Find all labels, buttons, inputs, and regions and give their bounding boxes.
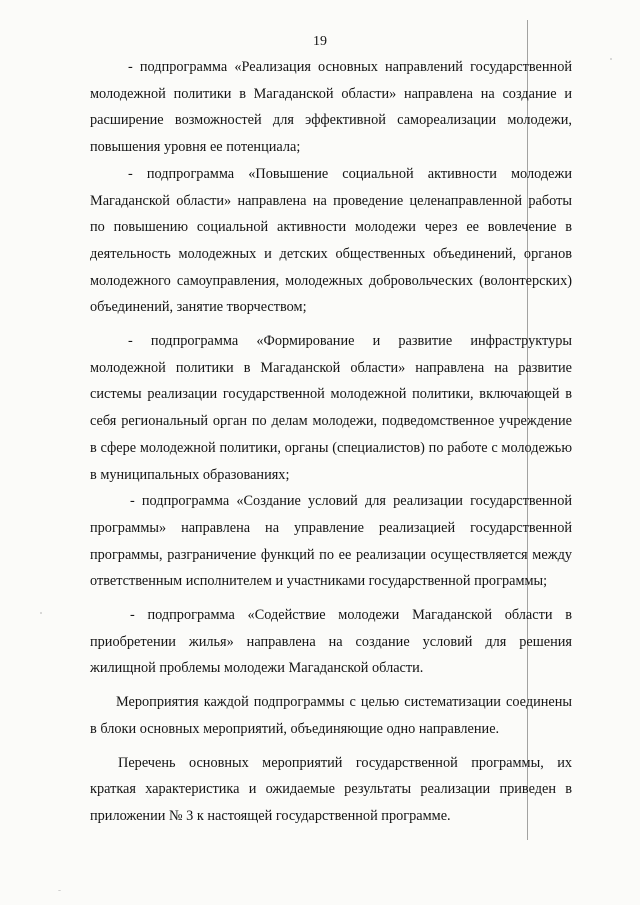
paragraph-subprogram-4: - подпрограмма «Создание условий для реализации государственной программы» направлена на управление реализацией государственной программы, разграничение функций по ее реализации осуществляется между ответственным исполнителем и участниками государственной программы; [90,493,572,590]
paragraph-subprogram-2: - подпрограмма «Повышение социальной активности молодежи Магаданской области» направлена на проведение целенаправленной работы по повышению социальной активности молодежи через ее вовлечение в деятельность молодежных и детских общественных объединений, органов молодежного самоуправления, молодежных добровольческих (волонтерских) объединений, занятие творчеством; [90,165,572,316]
paragraph-subprogram-1: - подпрограмма «Реализация основных направлений государственной молодежной политики в Магаданской области» направлена на создание и расширение возможностей для эффективной самореализации молодежи, повышения уровня ее потенциала; [90,59,572,156]
paragraph-subprogram-3: - подпрограмма «Формирование и развитие инфраструктуры молодежной политики в Магаданской области» направлена на развитие системы реализации государственной молодежной политики, включающей в себя региональный орган по делам молодежи, подведомственное учреждение в сфере молодежной политики, органы (специалистов) по работе с молодежью в муниципальных образованиях; [90,333,572,483]
paragraph-subprogram-5: - подпрограмма «Содействие молодежи Магаданской области в приобретении жилья» направлена на создание условий для решения жилищной проблемы молодежи Магаданской области. [90,607,572,677]
paragraph-activities: Мероприятия каждой подпрограммы с целью систематизации соединены в блоки основных мероприятий, объединяющие одно направление. [90,694,572,737]
paragraph-list-of-activities: Перечень основных мероприятий государственной программы, их краткая характеристика и ожидаемые результаты реализации приведен в приложении № 3 к настоящей государственной программе. [90,754,572,824]
scan-speck [40,612,42,614]
body-text [90,54,572,830]
scan-speck [610,58,612,60]
page-number: 19 [313,34,327,49]
scan-speck [58,890,61,891]
